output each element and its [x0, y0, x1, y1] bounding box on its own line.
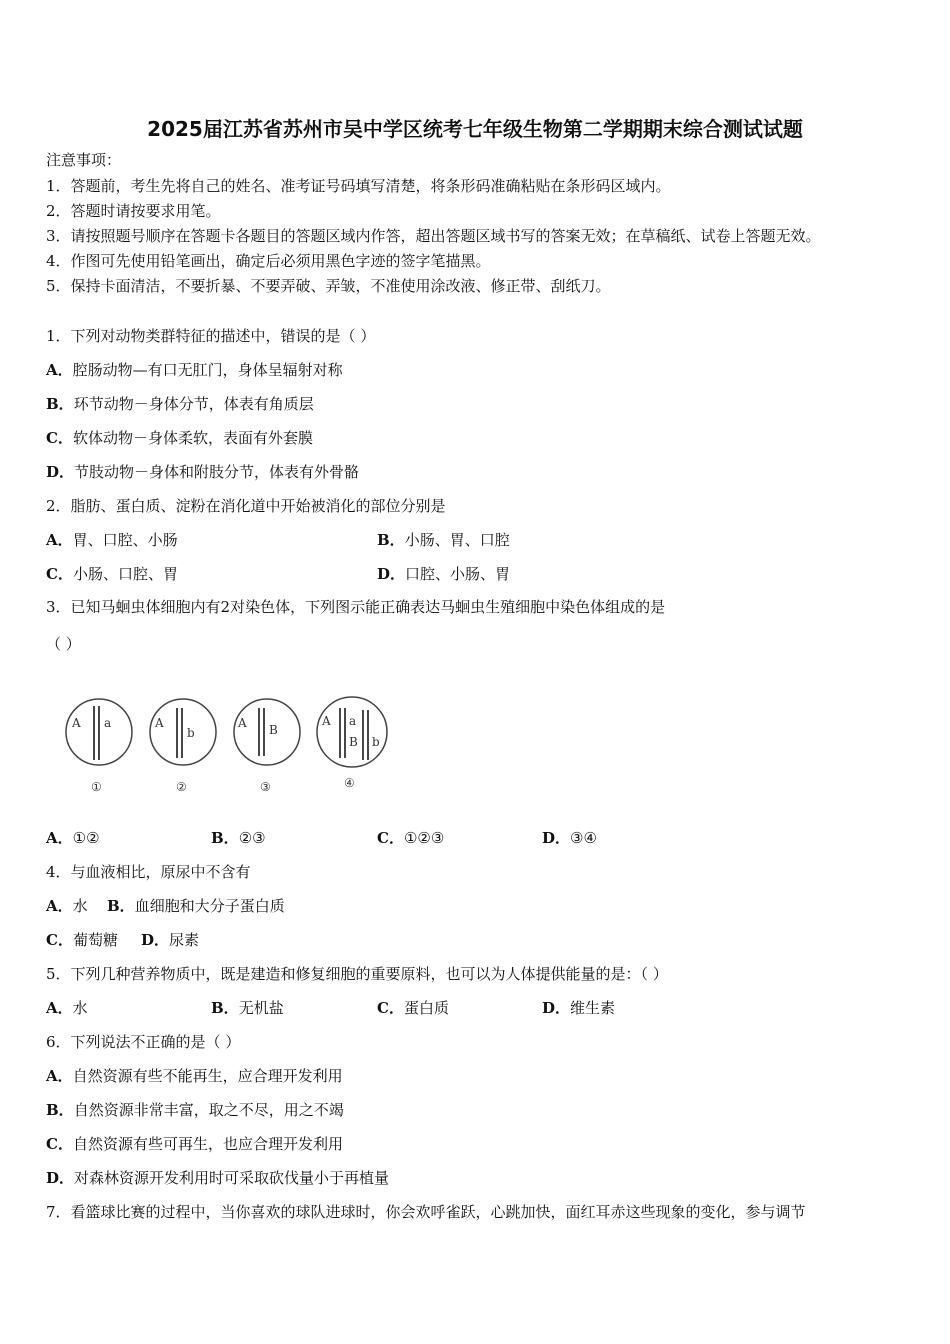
label-a: a	[349, 714, 357, 728]
question-1-stem: 1．下列对动物类群特征的描述中，错误的是（ ）	[46, 327, 376, 345]
option-text: ①②	[72, 829, 100, 847]
option-letter: A．	[46, 897, 73, 915]
question-6-stem: 6．下列说法不正确的是（ ）	[46, 1033, 241, 1051]
notice-item: 2．答题时请按要求用笔。	[46, 202, 221, 220]
figure-label-1: ①	[91, 780, 102, 794]
option-text: 胃、口腔、小肠	[72, 531, 178, 549]
option-text: 葡萄糖	[72, 931, 118, 949]
page-title: 2025届江苏省苏州市吴中学区统考七年级生物第二学期期末综合测试试题	[147, 117, 803, 141]
option-letter: B．	[107, 897, 135, 915]
question-6-option-a	[46, 1066, 343, 1086]
notice-item: 4．作图可先使用铅笔画出，确定后必须用黑色字迹的签字笔描黑。	[46, 252, 491, 270]
option-text: 节肢动物－身体和附肢分节，体表有外骨骼	[74, 463, 360, 481]
question-3-paren: （ ）	[46, 635, 81, 653]
option-letter: A．	[46, 531, 73, 549]
option-text: 水	[72, 897, 88, 915]
option-text: 血细胞和大分子蛋白质	[134, 897, 285, 915]
option-letter: A．	[46, 1067, 73, 1085]
notice-heading: 注意事项：	[46, 151, 122, 169]
option-text: 水	[72, 999, 88, 1017]
question-3-option-a	[46, 828, 100, 848]
option-letter: B．	[46, 395, 74, 413]
option-text: 蛋白质	[403, 999, 449, 1017]
question-6-option-c	[46, 1134, 343, 1154]
option-letter: C．	[377, 829, 404, 847]
option-letter: D．	[542, 829, 571, 847]
question-3-option-b	[211, 828, 266, 848]
cell-circle-4	[317, 697, 387, 767]
label-A: A	[238, 716, 247, 730]
option-letter: D．	[46, 1169, 75, 1187]
option-text: 口腔、小肠、胃	[405, 565, 511, 583]
option-text: 小肠、口腔、胃	[72, 565, 178, 583]
question-1-option-a	[46, 360, 343, 380]
label-B: B	[349, 735, 358, 749]
option-letter: C．	[46, 429, 73, 447]
option-letter: C．	[46, 565, 73, 583]
question-2-option-a	[46, 530, 178, 550]
option-text: ①②③	[403, 829, 445, 847]
option-letter: A．	[46, 829, 73, 847]
question-4-option-a	[46, 896, 88, 916]
label-A: A	[322, 714, 331, 728]
label-a: a	[104, 716, 112, 730]
option-letter: B．	[46, 1101, 74, 1119]
question-3-option-c	[377, 828, 444, 848]
cell-circle-2	[150, 699, 216, 765]
option-letter: A．	[46, 361, 73, 379]
question-2-stem: 2．脂肪、蛋白质、淀粉在消化道中开始被消化的部位分别是	[46, 497, 446, 515]
label-A: A	[155, 716, 164, 730]
question-1-option-c	[46, 428, 313, 448]
label-B: B	[269, 723, 278, 737]
question-5-option-b	[211, 998, 284, 1018]
figure-label-4: ④	[344, 776, 355, 790]
question-2-option-c	[46, 564, 178, 584]
option-text: 环节动物－身体分节，体表有角质层	[73, 395, 314, 413]
question-6-option-b	[46, 1100, 344, 1120]
question-4-option-b	[107, 896, 285, 916]
option-letter: D．	[377, 565, 406, 583]
question-3-option-d	[542, 828, 597, 848]
option-text: ②③	[238, 829, 266, 847]
question-2-option-b	[377, 530, 510, 550]
option-text: 维生素	[570, 999, 616, 1017]
question-3-stem: 3．已知马蛔虫体细胞内有2对染色体，下列图示能正确表达马蛔虫生殖细胞中染色体组成的是	[46, 598, 666, 616]
notice-item: 3．请按照题号顺序在答题卡各题目的答题区域内作答，超出答题区域书写的答案无效；在草稿纸、试卷上答题无效。	[46, 227, 821, 245]
option-letter: D．	[46, 463, 75, 481]
question-4-option-c	[46, 930, 118, 950]
notice-item: 5．保持卡面清洁，不要折暴、不要弄破、弄皱，不准使用涂改液、修正带、刮纸刀。	[46, 277, 611, 295]
label-b: b	[372, 735, 380, 749]
option-letter: B．	[211, 829, 239, 847]
option-letter: C．	[46, 1135, 73, 1153]
option-letter: B．	[211, 999, 239, 1017]
option-text: 软体动物－身体柔软，表面有外套膜	[72, 429, 313, 447]
question-5-stem: 5．下列几种营养物质中，既是建造和修复细胞的重要原料，也可以为人体提供能量的是：（ ）	[46, 965, 668, 983]
question-1-option-b	[46, 394, 314, 414]
option-letter: D．	[542, 999, 571, 1017]
option-letter: A．	[46, 999, 73, 1017]
question-5-option-c	[377, 998, 449, 1018]
option-letter: D．	[141, 931, 170, 949]
label-A: A	[72, 716, 81, 730]
figure-label-3: ③	[260, 780, 271, 794]
option-letter: B．	[377, 531, 405, 549]
option-text: 对森林资源开发利用时可采取砍伐量小于再植量	[74, 1169, 390, 1187]
option-text: 无机盐	[238, 999, 284, 1017]
question-6-option-d	[46, 1168, 389, 1188]
question-4-stem: 4．与血液相比，原尿中不含有	[46, 863, 251, 881]
option-letter: C．	[46, 931, 73, 949]
option-letter: C．	[377, 999, 404, 1017]
notice-item: 1．答题前，考生先将自己的姓名、准考证号码填写清楚，将条形码准确粘贴在条形码区域内。	[46, 177, 671, 195]
chromosome-figure	[60, 690, 420, 800]
option-text: 尿素	[169, 931, 200, 949]
question-5-option-d	[542, 998, 615, 1018]
question-7-stem: 7．看篮球比赛的过程中，当你喜欢的球队进球时，你会欢呼雀跃，心跳加快，面红耳赤这些现象的变化，参与调节	[46, 1203, 806, 1221]
option-text: ③④	[570, 829, 597, 847]
option-text: 自然资源有些可再生，也应合理开发利用	[72, 1135, 343, 1153]
question-4-option-d	[141, 930, 199, 950]
option-text: 腔肠动物—有口无肛门，身体呈辐射对称	[72, 361, 343, 379]
option-text: 小肠、胃、口腔	[404, 531, 510, 549]
cell-circle-3	[234, 699, 300, 765]
question-2-option-d	[377, 564, 510, 584]
label-b: b	[187, 726, 195, 740]
option-text: 自然资源有些不能再生，应合理开发利用	[72, 1067, 343, 1085]
question-1-option-d	[46, 462, 359, 482]
question-5-option-a	[46, 998, 88, 1018]
option-text: 自然资源非常丰富，取之不尽，用之不竭	[73, 1101, 344, 1119]
figure-label-2: ②	[176, 780, 187, 794]
